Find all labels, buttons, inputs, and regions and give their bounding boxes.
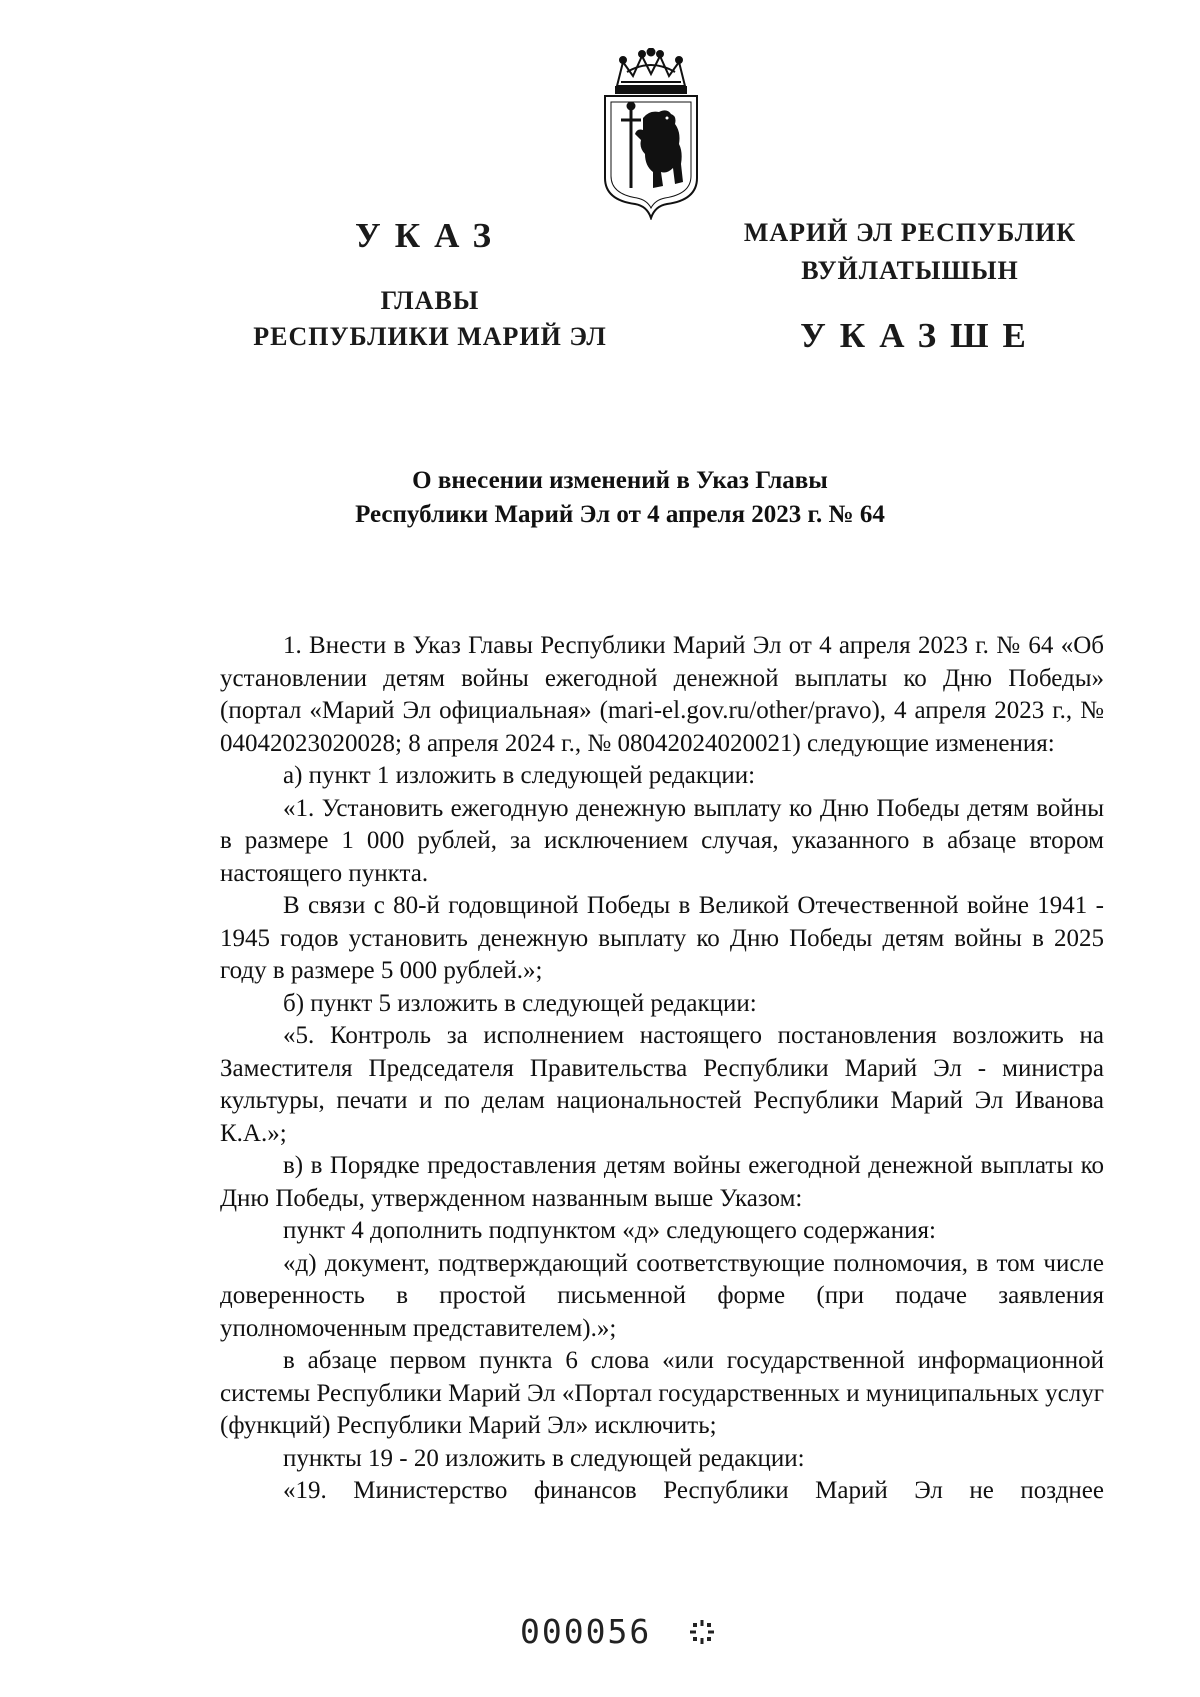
paragraph: пункт 4 дополнить подпунктом «д» следующего содержания: — [283, 1217, 936, 1244]
paragraph: «5. Контроль за исполнением настоящего постановления возложить на Заместителя Председателя Правительства Республики Марий Эл - министра культуры, печати и по делам национальностей Республики Марий Эл Иванова К.А.»; — [220, 1022, 1104, 1147]
paragraph: б) пункт 5 изложить в следующей редакции: — [283, 989, 757, 1017]
paragraph: в) в Порядке предоставления детям войны ежегодной денежной выплаты ко Дню Победы, утвержденном названным выше Указом: — [220, 1152, 1104, 1212]
paragraph: «1. Установить ежегодную денежную выплату ко Дню Победы детям войны в размере 1 000 рублей, за исключением случая, указанного в абзаце втором настоящего пункта. — [220, 794, 1104, 887]
issuer-line-ru-2: РЕСПУБЛИКИ МАРИЙ ЭЛ — [253, 322, 607, 351]
issuer-line-ru-1: ГЛАВЫ — [380, 286, 480, 315]
paragraph: а) пункт 1 изложить в следующей редакции: — [283, 762, 756, 789]
issuer-line-mari-2: ВУЙЛАТЫШЫН — [801, 256, 1019, 285]
paragraph: пункты 19 - 20 изложить в следующей редакции: — [283, 1444, 805, 1472]
decree-title-mari: УКАЗШЕ — [800, 316, 1040, 355]
issuer-line-mari-1: МАРИЙ ЭЛ РЕСПУБЛИК — [743, 218, 1077, 247]
title-line-2: Республики Марий Эл от 4 апреля 2023 г. № 64 — [355, 501, 885, 528]
document-title — [250, 464, 990, 532]
asterisk-mark-icon — [688, 1618, 716, 1646]
paragraph: «19. Министерство финансов Республики Марий Эл не позднее — [283, 1477, 1104, 1504]
decree-title-ru: УКАЗ — [355, 216, 505, 255]
paragraph: 1. Внести в Указ Главы Республики Марий Эл от 4 апреля 2023 г. № 64 «Об установлении детям войны ежегодной денежной выплаты ко Дню Победы» (портал «Марий Эл официальная» (mari-el.gov.ru/other/pravo), 4 апреля 2023 г., № 04042023020028; 8 апреля 2024 г., № 08042024020021) следующие изменения: — [220, 632, 1104, 757]
title-line-1: О внесении изменений в Указ Главы — [412, 467, 828, 494]
document-body — [220, 630, 1104, 1508]
paragraph: «д) документ, подтверждающий соответствующие полномочия, в том числе доверенность в простой письменной форме (при подаче заявления уполномоченным представителем).»; — [220, 1249, 1104, 1342]
coat-of-arms-icon — [597, 48, 705, 220]
serial-number: 000056 — [520, 1612, 652, 1651]
paragraph: В связи с 80-й годовщиной Победы в Великой Отечественной войне 1941 - 1945 годов установить денежную выплату ко Дню Победы детям войны в 2025 году в размере 5 000 рублей.»; — [220, 892, 1104, 984]
paragraph: в абзаце первом пункта 6 слова «или государственной информационной системы Республики Марий Эл «Портал государственных и муниципальных услуг (функций) Республики Марий Эл» исключить; — [220, 1347, 1104, 1439]
